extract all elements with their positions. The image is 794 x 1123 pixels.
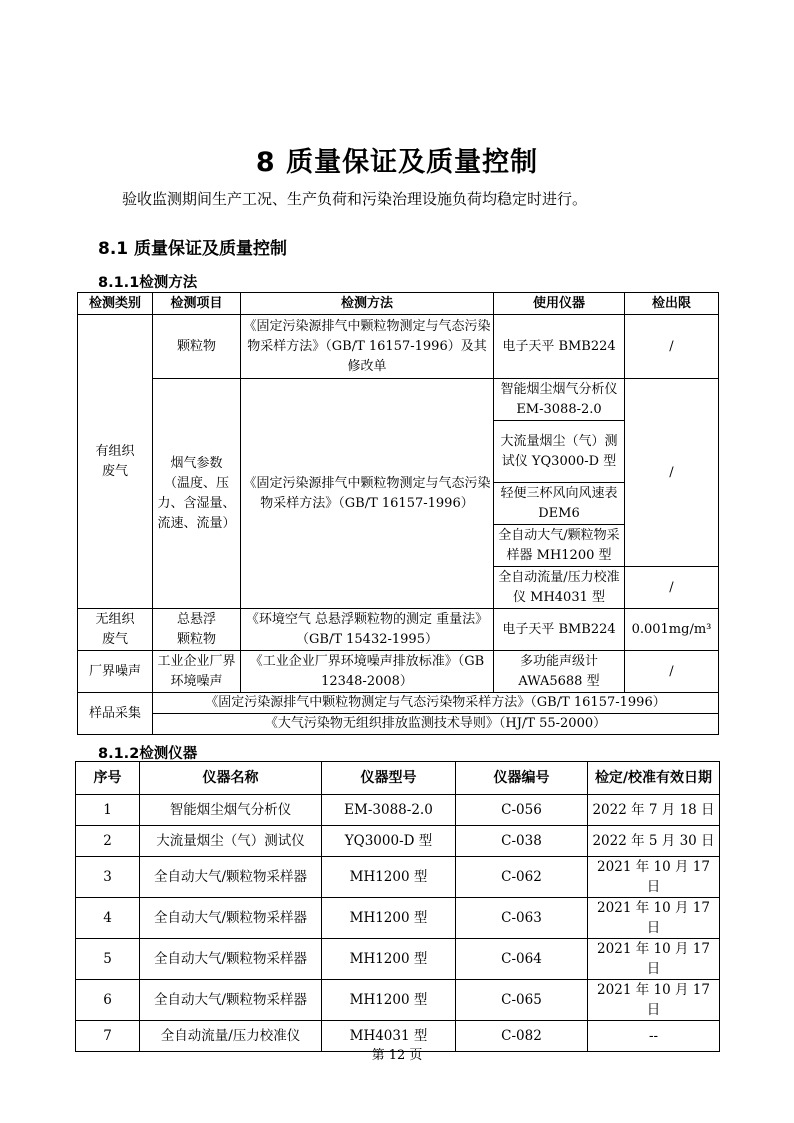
table-cell: 全自动大气/颗粒物采样器 bbox=[140, 939, 322, 980]
method-cell: 《固定污染源排气中颗粒物测定与气态污染物采样方法》（GB/T 16157-1996）及其修改单 bbox=[241, 315, 494, 379]
table-cell: 4 bbox=[76, 898, 140, 939]
page-number: 第 12 页 bbox=[371, 1048, 423, 1063]
subsection-methods-heading: 8.1.1检测方法 bbox=[98, 275, 198, 291]
methods-table-header bbox=[78, 293, 719, 315]
category-cell: 有组织 废气 bbox=[78, 315, 153, 609]
table-row bbox=[76, 898, 720, 939]
table-cell: 1 bbox=[76, 795, 140, 826]
limit-cell: 0.001mg/m³ bbox=[625, 609, 719, 651]
table-row bbox=[76, 795, 720, 826]
instrument-cell: 轻便三杯风向风速表 DEM6 bbox=[494, 483, 625, 525]
method-cell: 《固定污染源排气中颗粒物测定与气态污染物采样方法》（GB/T 16157-1996） bbox=[241, 379, 494, 609]
header-cell: 检测项目 bbox=[153, 293, 241, 315]
table-cell: 2021 年 10 月 17 日 bbox=[588, 939, 720, 980]
instrument-cell: 电子天平 BMB224 bbox=[494, 315, 625, 379]
table-cell: C-062 bbox=[456, 857, 588, 898]
table-cell: MH4031 型 bbox=[322, 1021, 456, 1052]
table-cell: 智能烟尘烟气分析仪 bbox=[140, 795, 322, 826]
table-cell: C-064 bbox=[456, 939, 588, 980]
table-row bbox=[76, 857, 720, 898]
header-cell: 序号 bbox=[76, 762, 140, 795]
table-cell: EM-3088-2.0 bbox=[322, 795, 456, 826]
table-cell: YQ3000-D 型 bbox=[322, 826, 456, 857]
table-row bbox=[78, 315, 719, 379]
table-cell: C-038 bbox=[456, 826, 588, 857]
category-cell: 样品采集 bbox=[78, 693, 153, 735]
page-heading: 8 质量保证及质量控制 bbox=[255, 147, 539, 178]
instrument-cell: 大流量烟尘（气）测试仪 YQ3000-D 型 bbox=[494, 421, 625, 483]
methods-table bbox=[77, 292, 719, 735]
table-cell: 2022 年 7 月 18 日 bbox=[588, 795, 720, 826]
table-cell: 2021 年 10 月 17 日 bbox=[588, 980, 720, 1021]
table-cell: 全自动大气/颗粒物采样器 bbox=[140, 857, 322, 898]
header-cell: 检测方法 bbox=[241, 293, 494, 315]
instrument-cell: 全自动流量/压力校准仪 MH4031 型 bbox=[494, 567, 625, 609]
subsection-instruments-heading: 8.1.2检测仪器 bbox=[98, 746, 198, 762]
item-cell: 颗粒物 bbox=[153, 315, 241, 379]
sampling-cell: 《大气污染物无组织排放监测技术导则》（HJ/T 55-2000） bbox=[153, 714, 719, 735]
header-cell: 仪器型号 bbox=[322, 762, 456, 795]
table-cell: 全自动大气/颗粒物采样器 bbox=[140, 898, 322, 939]
table-row bbox=[78, 714, 719, 735]
table-cell: 2022 年 5 月 30 日 bbox=[588, 826, 720, 857]
instrument-cell: 多功能声级计 AWA5688 型 bbox=[494, 651, 625, 693]
table-cell: MH1200 型 bbox=[322, 857, 456, 898]
intro-paragraph: 验收监测期间生产工况、生产负荷和污染治理设施负荷均稳定时进行。 bbox=[122, 190, 588, 208]
header-cell: 仪器名称 bbox=[140, 762, 322, 795]
method-cell: 《工业企业厂界环境噪声排放标准》（GB 12348-2008） bbox=[241, 651, 494, 693]
table-cell: C-082 bbox=[456, 1021, 588, 1052]
table-row bbox=[78, 651, 719, 693]
method-cell: 《环境空气 总悬浮颗粒物的测定 重量法》（GB/T 15432-1995） bbox=[241, 609, 494, 651]
table-cell: 2021 年 10 月 17 日 bbox=[588, 898, 720, 939]
instruments-table bbox=[75, 761, 720, 1052]
limit-cell: / bbox=[625, 567, 719, 609]
table-cell: 全自动大气/颗粒物采样器 bbox=[140, 980, 322, 1021]
limit-cell: / bbox=[625, 379, 719, 567]
instrument-cell: 电子天平 BMB224 bbox=[494, 609, 625, 651]
header-cell: 检测类别 bbox=[78, 293, 153, 315]
table-cell: 7 bbox=[76, 1021, 140, 1052]
table-row bbox=[78, 609, 719, 651]
table-cell: MH1200 型 bbox=[322, 980, 456, 1021]
category-cell: 无组织 废气 bbox=[78, 609, 153, 651]
table-row bbox=[76, 980, 720, 1021]
table-cell: C-056 bbox=[456, 795, 588, 826]
section-heading: 8.1 质量保证及质量控制 bbox=[98, 239, 288, 259]
item-cell: 烟气参数 （温度、压力、含湿量、流速、流量） bbox=[153, 379, 241, 609]
instrument-cell: 智能烟尘烟气分析仪 EM-3088-2.0 bbox=[494, 379, 625, 421]
table-cell: 2 bbox=[76, 826, 140, 857]
header-cell: 仪器编号 bbox=[456, 762, 588, 795]
header-cell: 使用仪器 bbox=[494, 293, 625, 315]
table-cell: 2021 年 10 月 17 日 bbox=[588, 857, 720, 898]
table-row bbox=[78, 693, 719, 714]
table-cell: 3 bbox=[76, 857, 140, 898]
table-cell: 6 bbox=[76, 980, 140, 1021]
instruments-table-header bbox=[76, 762, 720, 795]
table-row bbox=[78, 379, 719, 421]
limit-cell: / bbox=[625, 651, 719, 693]
table-cell: C-063 bbox=[456, 898, 588, 939]
table-cell: 5 bbox=[76, 939, 140, 980]
table-cell: 大流量烟尘（气）测试仪 bbox=[140, 826, 322, 857]
header-cell: 检定/校准有效日期 bbox=[588, 762, 720, 795]
sampling-cell: 《固定污染源排气中颗粒物测定与气态污染物采样方法》（GB/T 16157-1996） bbox=[153, 693, 719, 714]
table-cell: C-065 bbox=[456, 980, 588, 1021]
table-row bbox=[76, 939, 720, 980]
item-cell: 工业企业厂界环境噪声 bbox=[153, 651, 241, 693]
table-cell: MH1200 型 bbox=[322, 939, 456, 980]
category-cell: 厂界噪声 bbox=[78, 651, 153, 693]
table-cell: 全自动流量/压力校准仪 bbox=[140, 1021, 322, 1052]
instrument-cell: 全自动大气/颗粒物采样器 MH1200 型 bbox=[494, 525, 625, 567]
limit-cell: / bbox=[625, 315, 719, 379]
table-cell: -- bbox=[588, 1021, 720, 1052]
table-cell: MH1200 型 bbox=[322, 898, 456, 939]
table-row bbox=[76, 826, 720, 857]
item-cell: 总悬浮 颗粒物 bbox=[153, 609, 241, 651]
header-cell: 检出限 bbox=[625, 293, 719, 315]
